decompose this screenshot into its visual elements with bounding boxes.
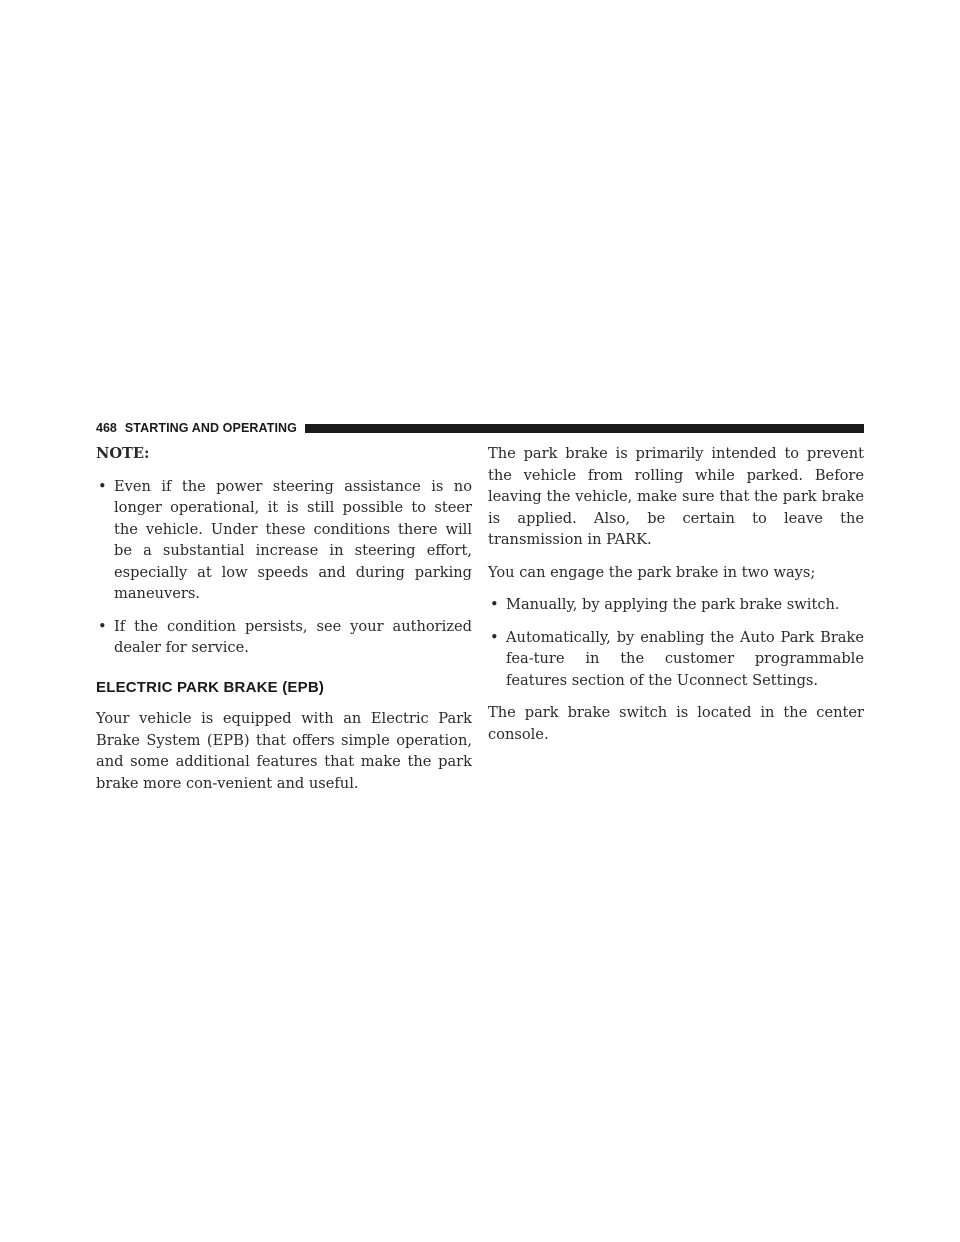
bullet-icon: • — [490, 596, 499, 613]
bullet-icon: • — [98, 617, 107, 635]
bullet-icon: • — [98, 477, 107, 495]
paragraph-switch-location: The park brake switch is located in the center console. — [488, 704, 864, 743]
paragraph-engage-ways: You can engage the park brake in two ways; — [488, 563, 816, 581]
section-title: STARTING AND OPERATING — [124, 421, 297, 435]
note-bullet-list — [96, 476, 472, 659]
paragraph-purpose: The park brake is primarily intended to prevent the vehicle from rolling while parked. Before leaving the vehicle, make sure that the park brake is applied. Also, be certain to leave the transmission in PARK. — [488, 445, 864, 548]
list-item-text: Even if the power steering assistance is no longer operational, it is still possible to steer the vehicle. Under these conditions there will be a substantial increase in steering effort, especially at low speeds and during parking maneuvers. — [114, 477, 472, 602]
list-item — [488, 627, 864, 692]
note-label: NOTE: — [96, 445, 150, 462]
page-header — [96, 420, 864, 436]
header-rule — [305, 424, 864, 433]
right-column — [488, 443, 864, 756]
section-heading: ELECTRIC PARK BRAKE (EPB) — [96, 678, 325, 696]
list-item — [96, 616, 472, 659]
left-column — [96, 443, 472, 805]
intro-paragraph: Your vehicle is equipped with an Electric Park Brake System (EPB) that offers simple operation, and some additional features that make the park brake more con-venient and useful. — [96, 710, 472, 792]
list-item — [488, 594, 864, 616]
engage-bullet-list — [488, 594, 864, 691]
list-item — [96, 476, 472, 605]
list-item-text: If the condition persists, see your authorized dealer for service. — [114, 617, 472, 656]
list-item-text: Manually, by applying the park brake switch. — [506, 596, 840, 613]
page-number: 468 — [96, 421, 117, 435]
bullet-icon: • — [490, 628, 499, 646]
list-item-text: Automatically, by enabling the Auto Park Brake fea-ture in the customer programmable features section of the Uconnect Settings. — [506, 628, 864, 689]
